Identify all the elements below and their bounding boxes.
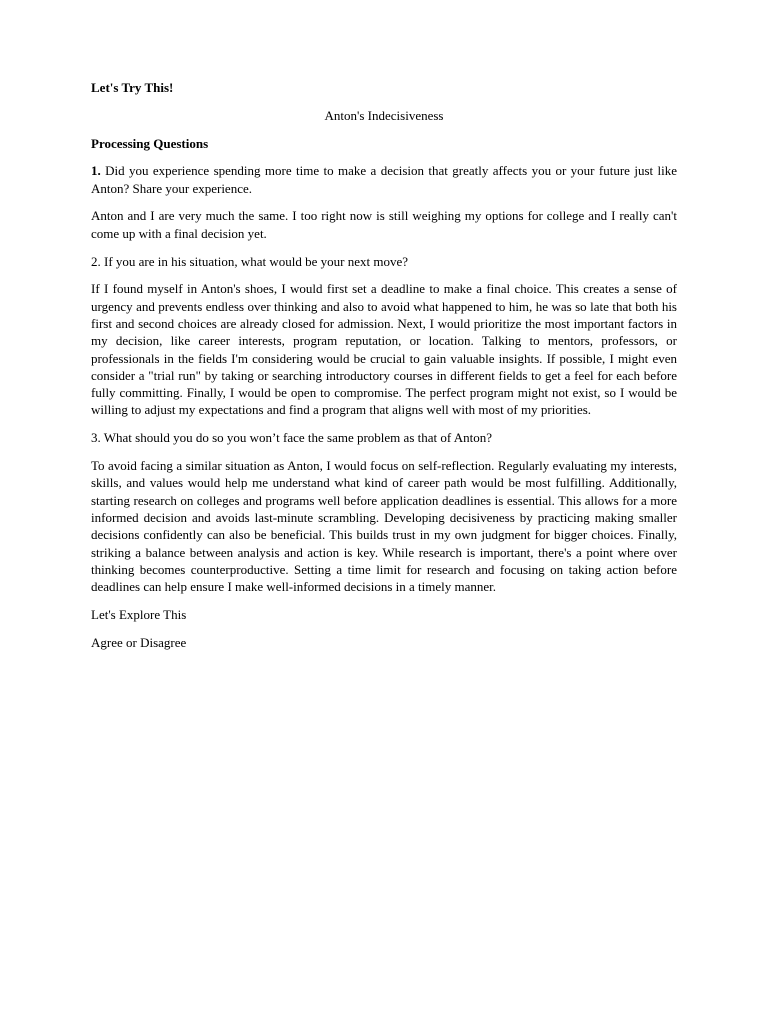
question-3: 3. What should you do so you won’t face the same problem as that of Anton?: [91, 430, 493, 446]
subsection-title: Processing Questions: [91, 135, 209, 151]
answer-2: If I found myself in Anton's shoes, I would first set a deadline to make a final choice. This creates a sense of urgency and prevents endless over thinking and also to avoid what happened to him, he was so late that both his first and second choices are already closed for admission. Next, I would prioritize the most important factors in my decision, like career interests, program reputation, or location. Talking to mentors, professors, or professionals in the fields I'm considering would be crucial to gain valuable insights. If possible, I might even consider a "trial run" by taking or searching introductory courses in different fields to get a feel for each before fully committing. Finally, I would be open to compromise. The perfect program might not exist, so I would be willing to adjust my expectations and find a program that aligns well with most of my priorities.: [91, 281, 677, 418]
section-title: Let's Try This!: [91, 80, 174, 95]
answer-1: Anton and I are very much the same. I too right now is still weighing my options for college and I really can't come up with a final decision yet.: [91, 208, 677, 241]
question-1-text: Did you experience spending more time to make a decision that greatly affects you or your future just like Anton? Share your experience.: [91, 163, 677, 196]
question-2: 2. If you are in his situation, what would be your next move?: [91, 253, 408, 269]
question-1: [91, 162, 677, 197]
explore-title: Let's Explore This: [91, 606, 187, 622]
question-1-number: 1.: [91, 163, 101, 179]
agree-disagree-label: Agree or Disagree: [91, 634, 187, 650]
story-title: Anton's Indecisiveness: [324, 107, 444, 123]
answer-3: To avoid facing a similar situation as Anton, I would focus on self-reflection. Regularly evaluating my interests, skills, and values would help me understand what kind of career path would be most fulfilling. Additionally, starting research on colleges and programs well before application deadlines is essential. This allows for a more informed decision and avoids last-minute scrambling. Developing decisiveness by practicing making smaller decisions confidently can also be beneficial. This builds trust in my own judgment for bigger choices. Finally, striking a balance between analysis and action is key. While research is important, there's a point where over thinking becomes counterproductive. Setting a time limit for research and focusing on taking action before deadlines can help ensure I make well-informed decisions in a timely manner.: [91, 458, 677, 595]
